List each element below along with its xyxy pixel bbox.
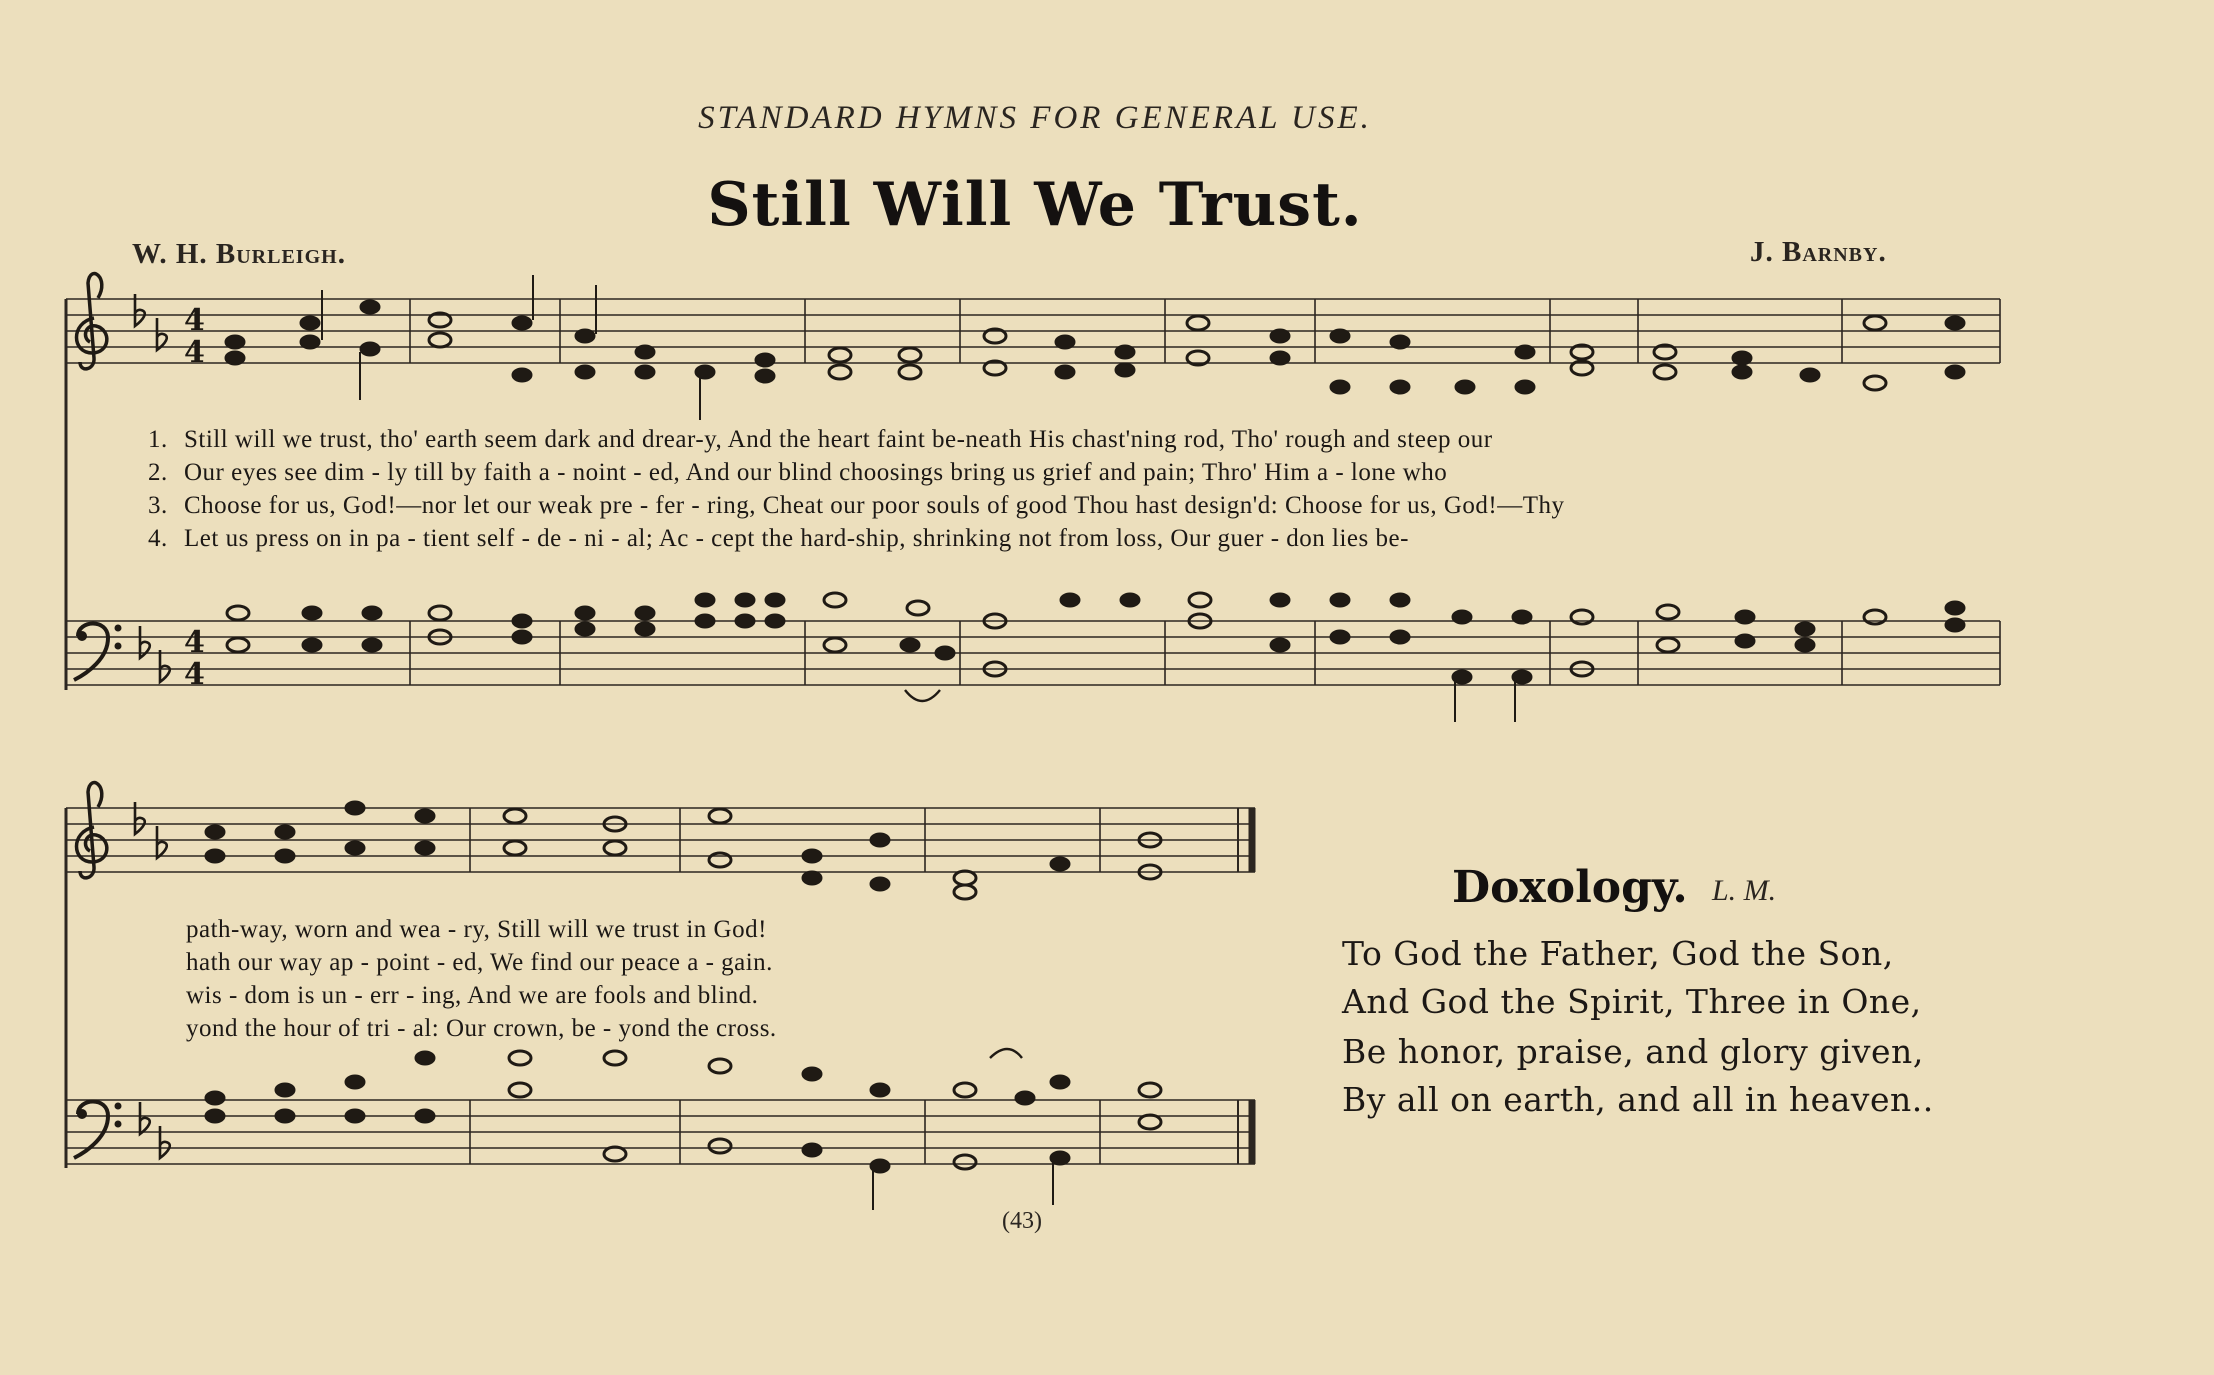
bass-clef-icon [74, 1102, 122, 1159]
system-2-bass-notes [205, 1049, 1161, 1210]
verse-text: Still will we trust, tho' earth seem dark and drear-y, And the heart faint be-neath His chast'ning rod, Tho' rough and steep our [184, 426, 1493, 453]
page-header: STANDARD HYMNS FOR GENERAL USE. [698, 100, 1372, 136]
time-signature [184, 303, 205, 370]
svg-text:4: 4 [184, 625, 205, 660]
verse-number: 4. [148, 525, 168, 552]
system-2-treble-notes [205, 801, 1161, 899]
verse-1-first-line [148, 426, 1493, 454]
verse-text: Let us press on in pa - tient self - de - ni - al; Ac - cept the hard-ship, shrinking not from loss, Our guer - don lies be- [184, 525, 1409, 552]
verse-number: 2. [148, 459, 168, 486]
system-2-bass-staff [66, 1100, 1255, 1164]
flat-icon [140, 1102, 150, 1134]
flat-icon [135, 802, 145, 834]
doxology-meter: L. M. [1712, 874, 1777, 907]
doxology-line: Be honor, praise, and glory given, [1342, 1032, 1924, 1071]
treble-clef-icon [77, 783, 107, 878]
verse-4-second-line: yond the hour of tri - al: Our crown, be - yond the cross. [186, 1015, 777, 1042]
verse-text: Choose for us, God!—nor let our weak pre - fer - ring, Cheat our poor souls of good Thou hast design'd: Choose for us, God!—Thy [184, 492, 1565, 519]
verse-number: 3. [148, 492, 168, 519]
doxology-line: And God the Spirit, Three in One, [1342, 982, 1922, 1021]
doxology-title: Doxology. [1452, 862, 1688, 913]
svg-text:4: 4 [184, 335, 205, 370]
composer-credit: J. Barnby. [1750, 236, 1887, 268]
verse-text: Our eyes see dim - ly till by faith a - noint - ed, And our blind choosings bring us grief and pain; Thro' Him a - lone who [184, 459, 1448, 486]
flat-icon [157, 318, 167, 350]
flat-icon [160, 1126, 170, 1158]
flat-icon [160, 650, 170, 682]
svg-text:4: 4 [184, 303, 205, 338]
treble-clef-icon [77, 274, 107, 369]
page-number: (43) [1002, 1208, 1042, 1234]
flat-icon [157, 826, 167, 858]
doxology-line: To God the Father, God the Son, [1342, 934, 1894, 973]
doxology-line: By all on earth, and all in heaven.. [1342, 1080, 1934, 1119]
author-credit: W. H. Burleigh. [132, 238, 346, 270]
bass-clef-icon [74, 624, 122, 681]
verse-1-second-line: path-way, worn and wea - ry, Still will we trust in God! [186, 916, 767, 943]
hymn-title: Still Will We Trust. [707, 170, 1363, 240]
system-1-bass-staff [66, 621, 2000, 685]
verse-3-second-line: wis - dom is un - err - ing, And we are fools and blind. [186, 982, 759, 1009]
svg-text:4: 4 [184, 657, 205, 692]
time-signature [184, 625, 205, 692]
verse-3-first-line [148, 492, 1565, 520]
verse-number: 1. [148, 426, 168, 453]
verse-2-second-line: hath our way ap - point - ed, We find our peace a - gain. [186, 949, 773, 976]
verse-2-first-line [148, 459, 1447, 487]
system-1-bass-notes [227, 593, 1965, 722]
verse-4-first-line [148, 525, 1409, 553]
